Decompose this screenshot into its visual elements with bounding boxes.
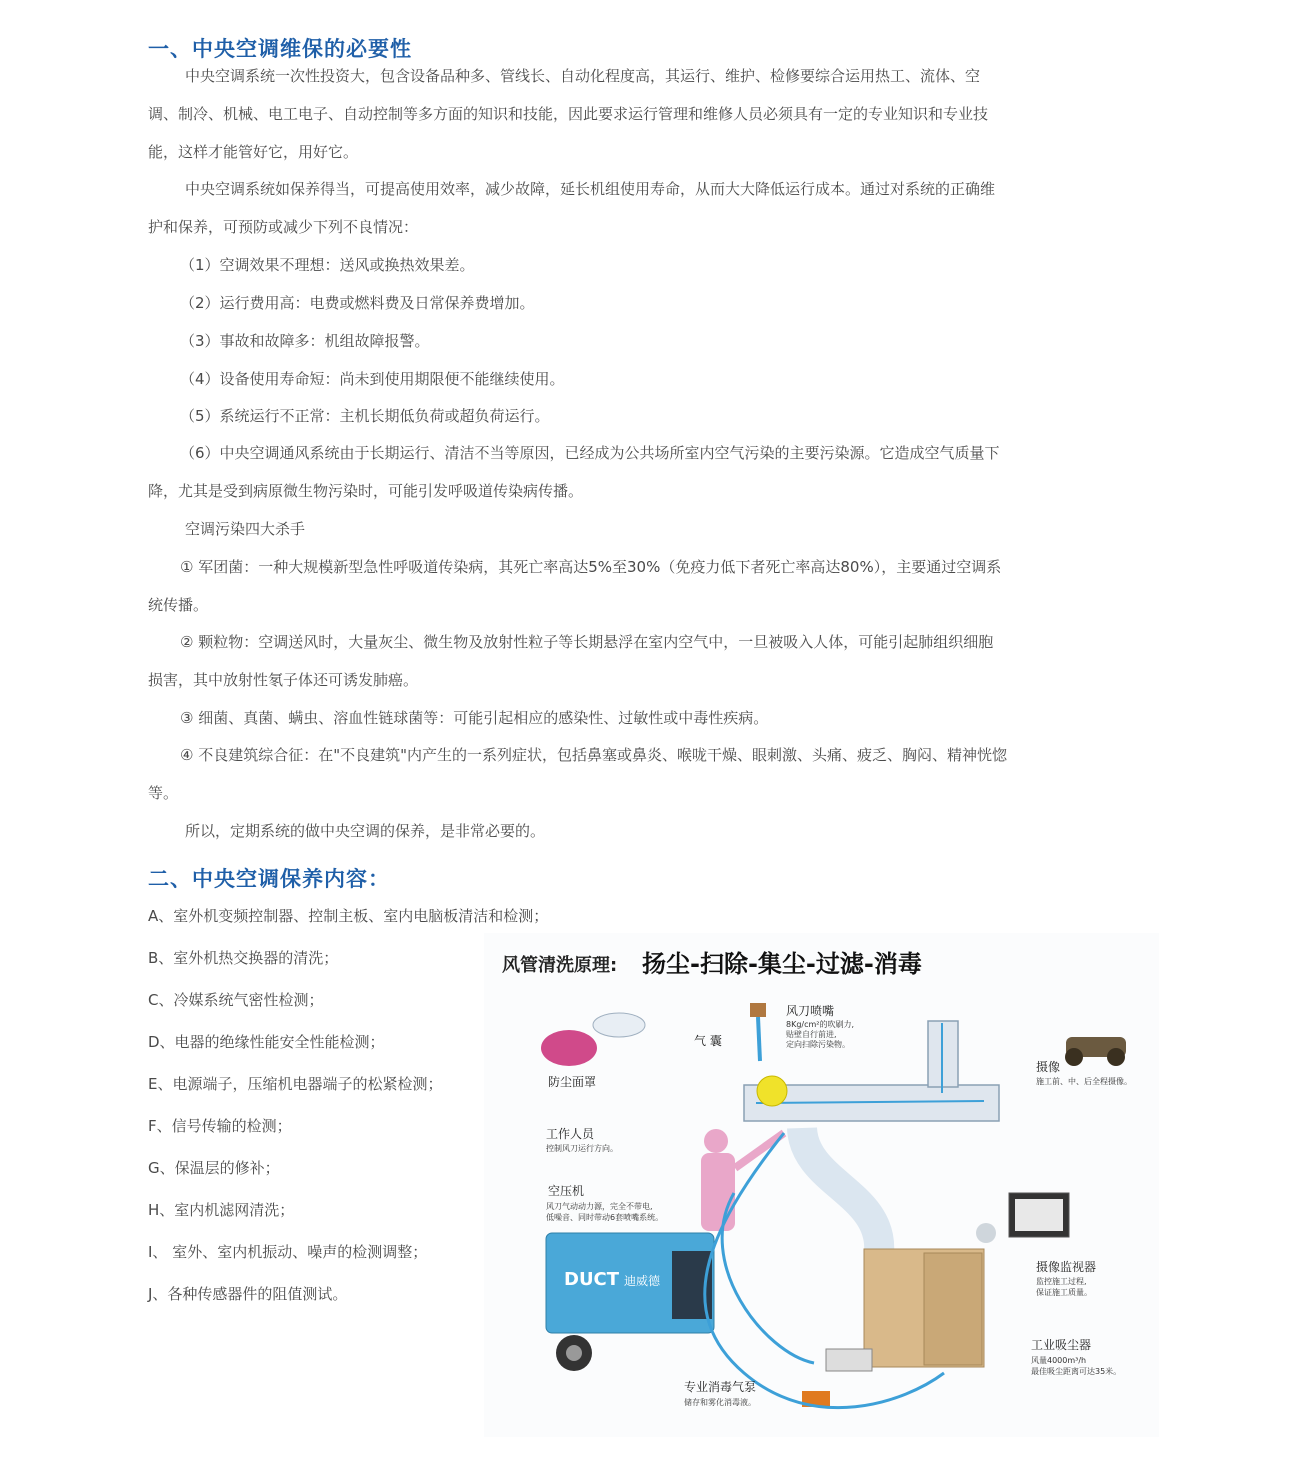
nozzle-icon (750, 1003, 766, 1061)
maintenance-item: E、电源端子，压缩机电器端子的松紧检测； (148, 1075, 443, 1093)
label-pump: 专业消毒气泵 (684, 1380, 757, 1394)
killer-item: ② 颗粒物：空调送风时，大量灰尘、微生物及放射性粒子等长期悬浮在室内空气中，一旦被吸入人体，可能引起肺组织细胞损害，其中放射性氡子体还可诱发肺癌。 (148, 633, 994, 689)
compressor-brand: DUCT (564, 1269, 620, 1290)
list-item: （4）设备使用寿命短：尚未到使用期限便不能继续使用。 (180, 370, 565, 388)
label-monitor-desc: 保证施工质量。 (1036, 1288, 1092, 1297)
label-nozzle-desc: 定向扫除污染物。 (786, 1040, 850, 1049)
air-duct (744, 1021, 999, 1121)
label-airbag: 气 囊 (694, 1034, 722, 1048)
vacuum-icon (864, 1249, 984, 1367)
label-nozzle-desc: 贴壁自行前进, (786, 1030, 837, 1039)
label-worker: 工作人员 (546, 1127, 595, 1141)
list-item: （5）系统运行不正常：主机长期低负荷或超负荷运行。 (180, 407, 550, 425)
label-camera: 摄像 (1036, 1060, 1061, 1074)
label-monitor-desc: 监控施工过程, (1036, 1277, 1087, 1286)
list-item: （2）运行费用高：电费或燃料费及日常保养费增加。 (180, 294, 535, 312)
maintenance-item: C、冷媒系统气密性检测； (148, 991, 324, 1009)
maintenance-item: D、电器的绝缘性能安全性能检测； (148, 1033, 385, 1051)
label-camera-desc: 施工前、中、后全程摄像。 (1036, 1077, 1132, 1086)
killer-item: ① 军团菌：一种大规模新型急性呼吸道传染病，其死亡率高达5%至30%（免疫力低下者死亡率高达80%），主要通过空调系统传播。 (148, 558, 1002, 614)
maintenance-item: F、信号传输的检测； (148, 1117, 292, 1135)
label-compressor: 空压机 (548, 1184, 585, 1198)
list-item: （1）空调效果不理想：送风或换热效果差。 (180, 256, 475, 274)
label-worker-desc: 控制风刀运行方向。 (546, 1144, 618, 1153)
camera-robot-icon (1065, 1037, 1126, 1066)
label-mask: 防尘面罩 (548, 1075, 597, 1089)
paragraph-maintenance: 中央空调系统如保养得当，可提高使用效率，减少故障，延长机组使用寿命，从而大大降低运行成本。通过对系统的正确维护和保养，可预防或减少下列不良情况： (148, 180, 996, 236)
paragraph-intro: 中央空调系统一次性投资大，包含设备品种多、管线长、自动化程度高，其运行、维护、检修要综合运用热工、流体、空调、制冷、机械、电工电子、自动控制等多方面的知识和技能，因此要求运行管理和维修人员必须具有一定的专业知识和专业技能，这样才能管好它，用好它。 (148, 67, 989, 161)
label-vacuum-desc: 最佳吸尘距离可达35米。 (1031, 1367, 1122, 1376)
maintenance-item: A、室外机变频控制器、控制主板、室内电脑板清洁和检测； (148, 907, 549, 925)
label-nozzle: 风刀喷嘴 (786, 1004, 835, 1018)
label-vacuum: 工业吸尘器 (1031, 1338, 1092, 1352)
duct-cleaning-diagram (484, 933, 1159, 1437)
diagram-title-main: 扬尘-扫除-集尘-过滤-消毒 (642, 950, 922, 978)
killer-item: ③ 细菌、真菌、螨虫、溶血性链球菌等：可能引起相应的感染性、过敏性或中毒性疾病。 (180, 709, 769, 727)
monitor-icon (976, 1193, 1069, 1243)
airbag-icon (757, 1076, 787, 1106)
label-pump-desc: 储存和雾化消毒液。 (684, 1398, 756, 1407)
killers-title: 空调污染四大杀手 (185, 520, 306, 538)
maintenance-item: G、保温层的修补； (148, 1159, 280, 1177)
worker-icon (701, 1129, 784, 1231)
label-compressor-desc: 低噪音、同时带动6套喷嘴系统。 (546, 1213, 664, 1222)
pump-icon (802, 1349, 872, 1407)
conclusion: 所以，定期系统的做中央空调的保养，是非常必要的。 (185, 822, 546, 840)
list-item: （3）事故和故障多：机组故障报警。 (180, 332, 430, 350)
flex-hose (802, 1128, 879, 1253)
label-compressor-desc: 风刀气动动力源，完全不带电, (546, 1202, 653, 1211)
list-item: （6）中央空调通风系统由于长期运行、清洁不当等原因，已经成为公共场所室内空气污染的主要污染源。它造成空气质量下降，尤其是受到病原微生物污染时，可能引发呼吸道传染病传播。 (148, 444, 1000, 500)
section2-title: 二、中央空调保养内容： (148, 867, 390, 891)
killer-item: ④ 不良建筑综合征：在"不良建筑"内产生的一系列症状，包括鼻塞或鼻炎、喉咙干燥、眼刺激、头痛、疲乏、胸闷、精神恍惚等。 (148, 746, 1008, 802)
compressor-icon (546, 1233, 714, 1371)
label-vacuum-desc: 风量4000m³/h (1031, 1356, 1087, 1365)
maintenance-item: B、室外机热交换器的清洗； (148, 949, 339, 967)
maintenance-item: I、 室外、室内机振动、噪声的检测调整； (148, 1243, 428, 1261)
compressor-brand-cn: 迪威德 (624, 1274, 661, 1288)
diagram-title-prefix: 风管清洗原理: (502, 955, 618, 976)
label-nozzle-desc: 8Kg/cm²的吹刷力, (786, 1020, 855, 1029)
maintenance-item: H、室内机滤网清洗； (148, 1201, 295, 1219)
section1-title: 一、中央空调维保的必要性 (148, 37, 412, 61)
maintenance-item: J、各种传感器件的阻值测试。 (148, 1285, 348, 1303)
label-monitor: 摄像监视器 (1036, 1260, 1097, 1274)
air-hose (722, 1193, 814, 1363)
mask-icon (541, 1013, 645, 1066)
